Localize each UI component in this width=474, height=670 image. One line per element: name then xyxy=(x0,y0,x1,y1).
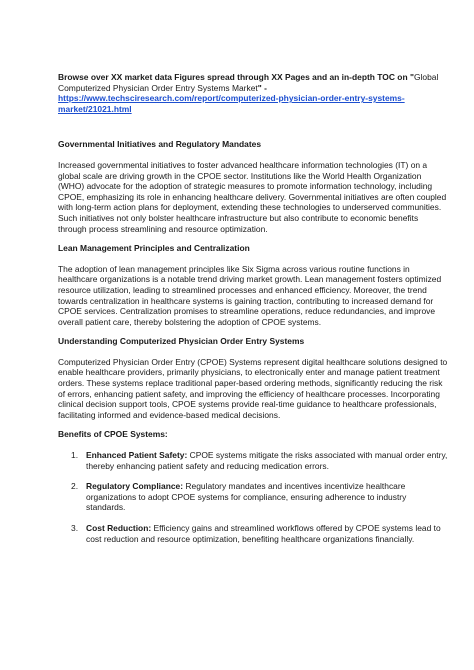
list-item xyxy=(58,450,448,471)
list-item-number: 2. xyxy=(71,481,79,492)
list-item-text: CPOE systems mitigate the risks associated with manual order entry, thereby enhancing patient safety and reducing medication errors. xyxy=(86,450,448,471)
list-item xyxy=(58,481,448,513)
intro-prefix: Browse over XX market data Figures spread through XX Pages and an in-depth TOC on " xyxy=(58,72,414,82)
section-body-lean: The adoption of lean management principles like Six Sigma across various routine functions in healthcare organizations is a notable trend driving market growth. Lean management fosters optimized resource utilization, leading to streamlined processes and enhanced efficiency. Moreover, the trend towards centralization in healthcare systems is gaining traction, contributing to increased demand for CPOE services. Centralization promises to streamline operations, reduce redundancies, and improve overall patient care, thereby bolstering the adoption of CPOE systems. xyxy=(58,263,442,327)
list-item-text: Efficiency gains and streamlined workflows offered by CPOE systems lead to cost reduction and resource optimization, benefiting healthcare organizations financially. xyxy=(86,523,441,544)
benefits-heading: Benefits of CPOE Systems: xyxy=(58,429,168,440)
intro-paragraph xyxy=(58,72,448,114)
document-page xyxy=(58,72,448,554)
list-item-text: Regulatory mandates and incentives incentivize healthcare organizations to adopt CPOE systems for compliance, ensuring adherence to industry standards. xyxy=(86,481,407,513)
section-heading-governmental: Governmental Initiatives and Regulatory Mandates xyxy=(58,139,262,150)
section-heading-lean: Lean Management Principles and Centralization xyxy=(58,243,250,254)
list-item-title: Regulatory Compliance: xyxy=(86,481,184,492)
list-item-number: 1. xyxy=(71,450,79,461)
section-heading-cpoe: Understanding Computerized Physician Order Entry Systems xyxy=(58,336,305,347)
benefits-list xyxy=(58,450,448,544)
list-item-title: Enhanced Patient Safety: xyxy=(86,450,188,461)
report-title: Global Computerized Physician Order Entry Systems Market xyxy=(58,72,439,93)
list-item-number: 3. xyxy=(71,523,79,533)
section-body-cpoe: Computerized Physician Order Entry (CPOE) Systems represent digital healthcare solutions designed to enable healthcare providers, primarily physicians, to electronically enter and manage patient treatment orders. These systems replace traditional paper-based ordering methods, significantly reducing the risk of errors, enhancing patient safety, and improving the efficiency of healthcare processes. Incorporating clinical decision support tools, CPOE systems provide real-time guidance to healthcare professionals, facilitating informed and evidence-based medical decisions. xyxy=(58,356,448,420)
intro-suffix: " - xyxy=(257,82,267,93)
section-body-governmental: Increased governmental initiatives to foster advanced healthcare information technologies (IT) on a global scale are driving growth in the CPOE sector. Institutions like the World Health Organization (WHO) advocate for the adoption of strategic measures to promote information technology, including CPOE, emphasizing its role in enhancing healthcare delivery. Governmental initiatives are often coupled with long-term action plans for deployment, extending these technologies to underserved communities. Such initiatives not only bolster healthcare infrastructure but also contribute to economic benefits through process streamlining and resource optimization. xyxy=(58,159,447,234)
report-link[interactable]: https://www.techsciresearch.com/report/computerized-physician-order-entry-systems-market/21021.html xyxy=(58,93,405,114)
list-item-title: Cost Reduction: xyxy=(86,523,152,533)
list-item xyxy=(58,523,448,544)
